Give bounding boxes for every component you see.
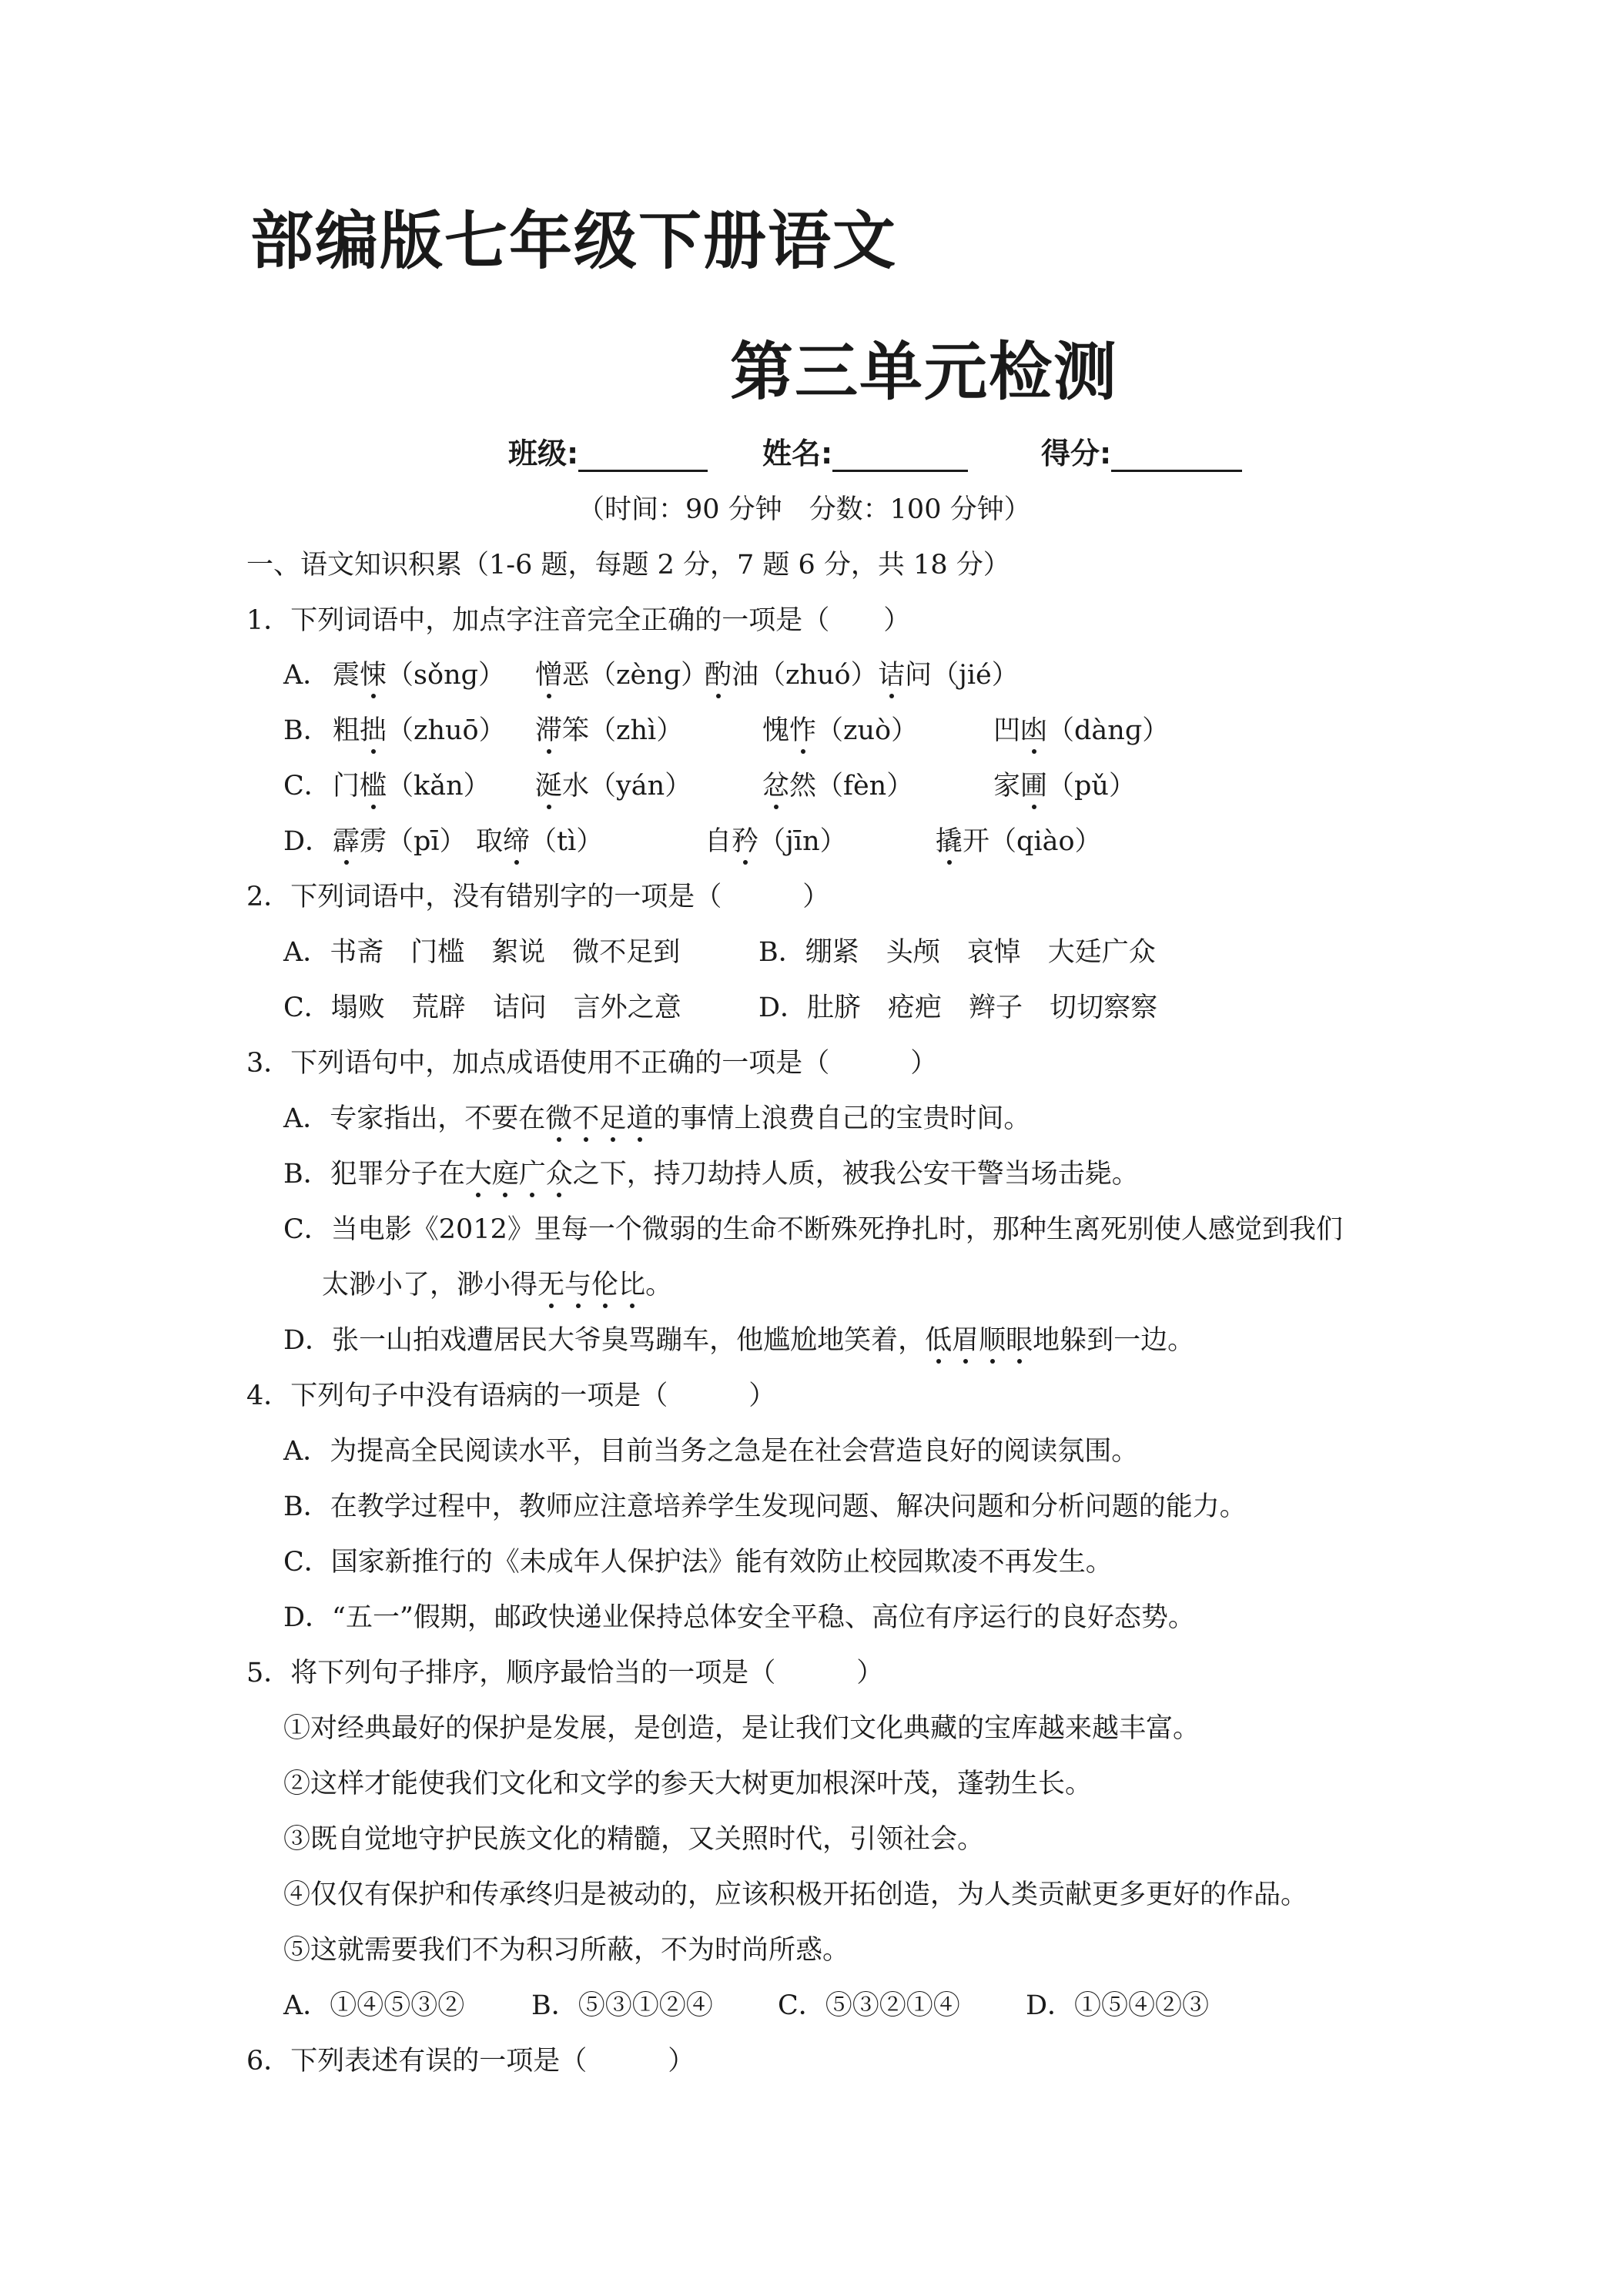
q1-option-b-item: 愧怍（zuò） bbox=[762, 715, 919, 746]
name-label: 姓名: bbox=[762, 437, 833, 470]
q1-option-a-item: 憎恶（zènɡ） bbox=[535, 660, 708, 691]
q3-option-c: C．当电影《2012》里每一个微弱的生命不断殊死挣扎时，那种生离死别使人感觉到我们 bbox=[283, 1214, 1343, 1245]
q1-option-a-item: 震悚（sǒnɡ） bbox=[333, 660, 506, 691]
q1-option-b-label: B． bbox=[283, 715, 330, 746]
q1-option-a-item: 酌油（zhuó） bbox=[705, 660, 878, 691]
q3-dotted-idiom: 微不足道 bbox=[545, 1103, 654, 1134]
question-2-stem: 2．下列词语中，没有错别字的一项是（ ） bbox=[246, 882, 830, 912]
q5-sentence: ③既自觉地守护民族文化的精髓，又关照时代，引领社会。 bbox=[283, 1824, 985, 1855]
q4-option-d: D．“五一”假期，邮政快递业保持总体安全平稳、高位有序运行的良好态势。 bbox=[283, 1602, 1195, 1633]
q5-sentence: ⑤这就需要我们不为积习所蔽，不为时尚所惑。 bbox=[283, 1935, 850, 1966]
class-blank[interactable] bbox=[578, 436, 708, 472]
class-label: 班级: bbox=[508, 437, 579, 470]
question-3-stem: 3．下列语句中，加点成语使用不正确的一项是（ ） bbox=[246, 1048, 938, 1079]
q4-option-c: C．国家新推行的《未成年人保护法》能有效防止校园欺凌不再发生。 bbox=[283, 1547, 1113, 1578]
q1-option-c-item: 涎水（yán） bbox=[535, 771, 692, 802]
section-title: 一、语文知识积累（1-6 题，每题 2 分，7 题 6 分，共 18 分） bbox=[246, 550, 1010, 581]
q5-sentence: ②这样才能使我们文化和文学的参天大树更加根深叶茂，蓬勃生长。 bbox=[283, 1769, 1093, 1799]
q1-option-b-item: 凹凼（dànɡ） bbox=[993, 715, 1170, 746]
page-title: 部编版七年级下册语文 bbox=[250, 205, 898, 278]
q1-option-c-label: C． bbox=[283, 771, 331, 802]
q1-option-c-item: 家圃（pǔ） bbox=[993, 771, 1136, 802]
page-subtitle: 第三单元检测 bbox=[730, 336, 1119, 409]
q4-option-a: A．为提高全民阅读水平，目前当务之急是在社会营造良好的阅读氛围。 bbox=[283, 1436, 1139, 1467]
name-blank[interactable] bbox=[832, 436, 968, 472]
q1-option-d-item: 自矜（jīn） bbox=[705, 826, 847, 857]
q5-sentence: ④仅仅有保护和传承终归是被动的，应该积极开拓创造，为人类贡献更多更好的作品。 bbox=[283, 1879, 1308, 1910]
q2-option-a: A．书斋 门槛 絮说 微不足到 bbox=[283, 937, 681, 968]
q1-option-c-item: 忿然（fèn） bbox=[762, 771, 914, 802]
q5-option-b: B．⑤③①②④ bbox=[531, 1990, 713, 2021]
q5-option-a: A．①④⑤③② bbox=[283, 1990, 465, 2021]
name-field bbox=[762, 430, 968, 476]
q2-option-b: B．绷紧 头颅 哀悼 大廷广众 bbox=[758, 937, 1156, 968]
score-field bbox=[1041, 430, 1242, 476]
q1-option-b-item: 滞笨（zhì） bbox=[535, 715, 684, 746]
q1-option-b-item: 粗拙（zhuō） bbox=[333, 715, 506, 746]
q5-sentence: ①对经典最好的保护是发展，是创造，是让我们文化典藏的宝库越来越丰富。 bbox=[283, 1713, 1200, 1744]
q3-option-c-cont: 太渺小了，渺小得无与伦比。 bbox=[322, 1270, 673, 1300]
q2-option-c: C．塌败 荒辟 诘问 言外之意 bbox=[283, 992, 681, 1023]
score-label: 得分: bbox=[1041, 437, 1112, 470]
q3-dotted-idiom: 大庭广众 bbox=[464, 1159, 573, 1190]
q3-option-d: D．张一山拍戏遭居民大爷臭骂蹦车，他尴尬地笑着，低眉顺眼地躲到一边。 bbox=[283, 1325, 1195, 1356]
q2-option-d: D．肚脐 疮疤 辫子 切切察察 bbox=[758, 992, 1158, 1023]
q3-dotted-idiom: 低眉顺眼 bbox=[925, 1325, 1033, 1356]
question-5-stem: 5．将下列句子排序，顺序最恰当的一项是（ ） bbox=[246, 1658, 884, 1689]
q1-option-a-item: 诘问（jié） bbox=[878, 660, 1019, 691]
question-1-stem: 1．下列词语中，加点字注音完全正确的一项是（ ） bbox=[246, 605, 911, 636]
question-6-stem: 6．下列表述有误的一项是（ ） bbox=[246, 2046, 695, 2077]
q1-option-d-item: 霹雳（pī） bbox=[333, 826, 467, 857]
q3-option-a: A．专家指出，不要在微不足道的事情上浪费自己的宝贵时间。 bbox=[283, 1103, 1031, 1134]
class-field bbox=[508, 430, 708, 476]
q3-option-b: B．犯罪分子在大庭广众之下，持刀劫持人质，被我公安干警当场击毙。 bbox=[283, 1159, 1139, 1190]
score-blank[interactable] bbox=[1111, 436, 1242, 472]
time-note: （时间：90 分钟 分数：100 分钟） bbox=[578, 494, 1031, 525]
question-4-stem: 4．下列句子中没有语病的一项是（ ） bbox=[246, 1381, 776, 1411]
q4-option-b: B．在教学过程中，教师应注意培养学生发现问题、解决问题和分析问题的能力。 bbox=[283, 1491, 1247, 1522]
q1-option-a-label: A． bbox=[283, 660, 330, 691]
q5-option-d: D．①⑤④②③ bbox=[1026, 1990, 1210, 2021]
q1-option-d-label: D． bbox=[283, 826, 333, 857]
q1-option-c-item: 门槛（kǎn） bbox=[333, 771, 491, 802]
q3-dotted-idiom: 无与伦比 bbox=[537, 1270, 646, 1300]
q1-option-d-item: 撬开（qiào） bbox=[936, 826, 1102, 857]
q5-option-c: C．⑤③②①④ bbox=[778, 1990, 960, 2021]
q1-option-d-item: 取缔（tì） bbox=[476, 826, 604, 857]
